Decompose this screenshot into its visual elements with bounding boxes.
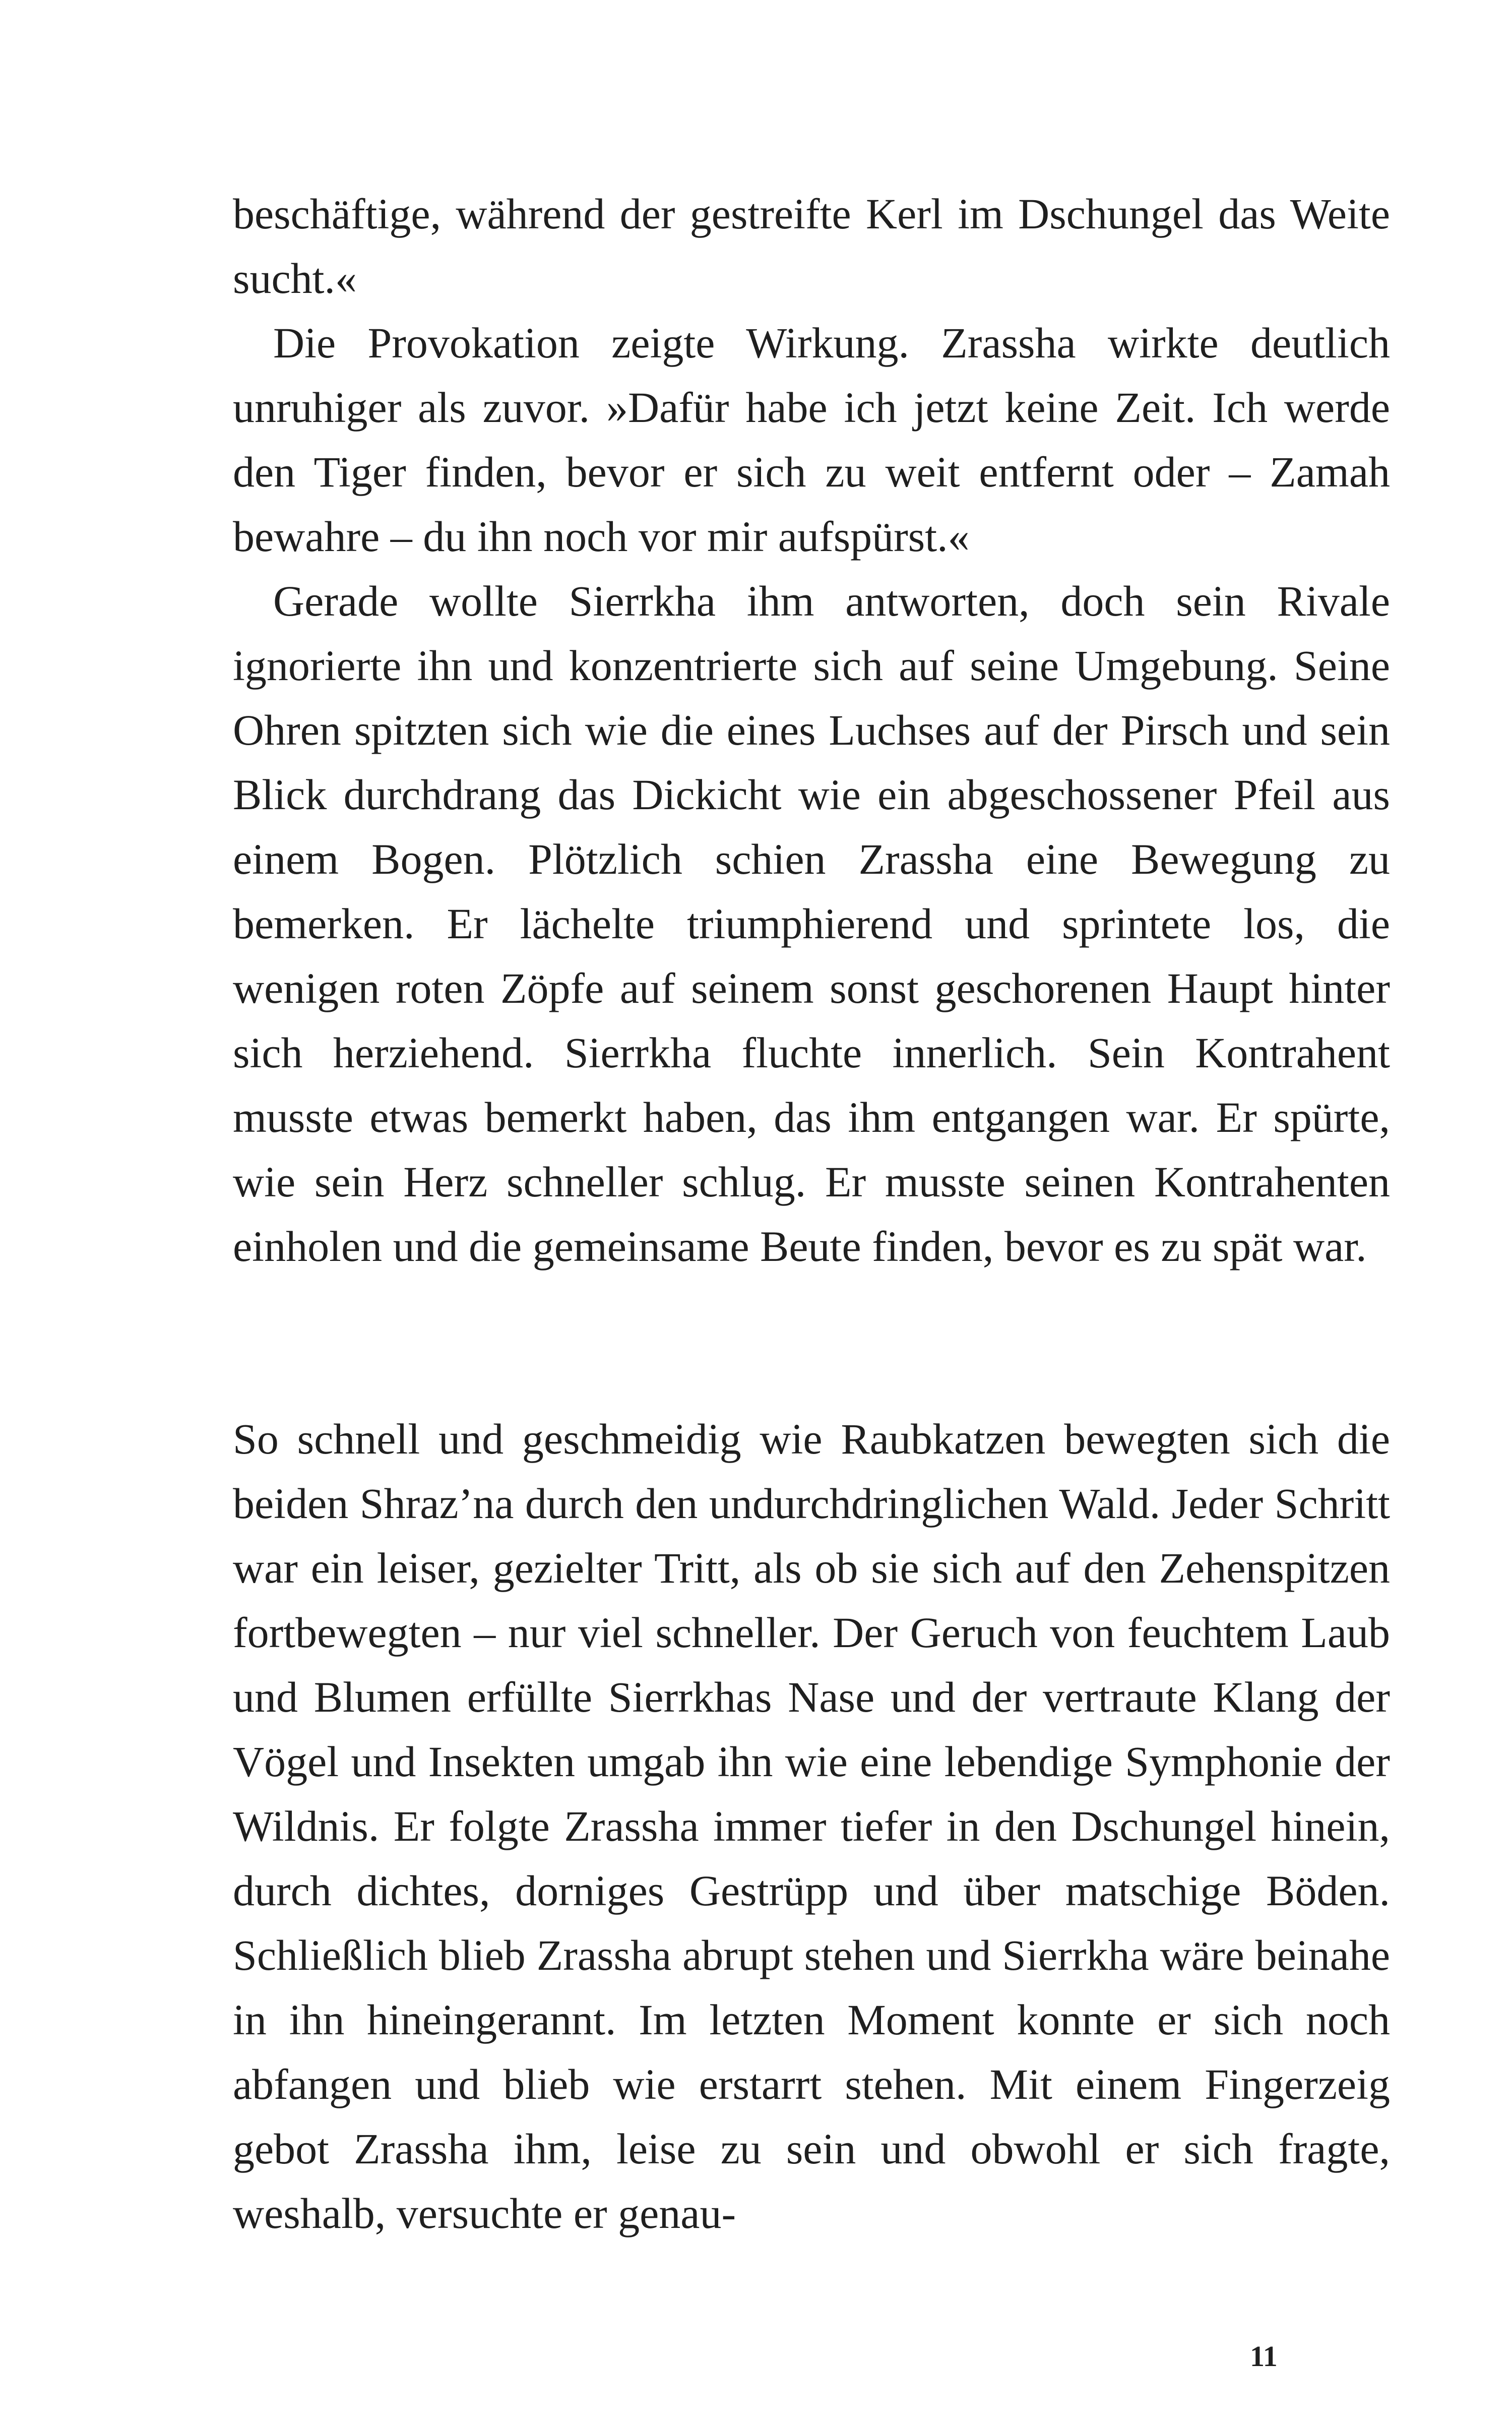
paragraph-raubkatzen: So schnell und geschmeidig wie Raubkatzen bewegten sich die beiden Shraz’na durch den undurchdringlichen Wald. Jeder Schritt war ein leiser, gezielter Tritt, als ob sie sich auf den Zehenspitzen fortbewegten – nur viel schneller. Der Geruch von feuchtem Laub und Blumen erfüllte Sierrkhas Nase und der vertraute Klang der Vögel und Insekten umgab ihn wie eine lebendige Symphonie der Wildnis. Er folgte Zrassha immer tiefer in den Dschungel hinein, durch dichtes, dorniges Gestrüpp und über matschige Böden. Schließlich blieb Zrassha abrupt stehen und Sierrkha wäre beinahe in ihn hineingerannt. Im letzten Moment konnte er sich noch abfangen und blieb wie erstarrt stehen. Mit einem Fingerzeig gebot Zrassha ihm, leise zu sein und obwohl er sich fragte, weshalb, versuchte er genau- xyxy=(233,1415,1390,2237)
paragraph-continuation: beschäftige, während der gestreifte Kerl im Dschungel das Weite sucht.« xyxy=(233,190,1390,302)
section-two-text xyxy=(233,1407,1390,2246)
page-number: 11 xyxy=(1250,2340,1278,2373)
section-one-text xyxy=(233,182,1390,1279)
paragraph-rivale: Gerade wollte Sierrkha ihm antworten, doch sein Rivale ignorierte ihn und konzentrierte sich auf seine Umgebung. Seine Ohren spitzten sich wie die eines Luchses auf der Pirsch und sein Blick durchdrang das Dickicht wie ein abgeschossener Pfeil aus einem Bogen. Plötzlich schien Zrassha eine Bewegung zu bemerken. Er lächelte triumphierend und sprintete los, die wenigen roten Zöpfe auf seinem sonst geschorenen Haupt hinter sich herziehend. Sierrkha fluchte innerlich. Sein Kontrahent musste etwas bemerkt haben, das ihm entgangen war. Er spürte, wie sein Herz schneller schlug. Er musste seinen Kontrahenten einholen und die gemeinsame Beute finden, bevor es zu spät war. xyxy=(233,577,1390,1270)
paragraph-provokation: Die Provokation zeigte Wirkung. Zrassha wirkte deutlich unruhiger als zuvor. »Dafür habe ich jetzt keine Zeit. Ich werde den Tiger finden, bevor er sich zu weit entfernt oder – Zamah bewahre – du ihn noch vor mir aufspürst.« xyxy=(233,319,1390,561)
